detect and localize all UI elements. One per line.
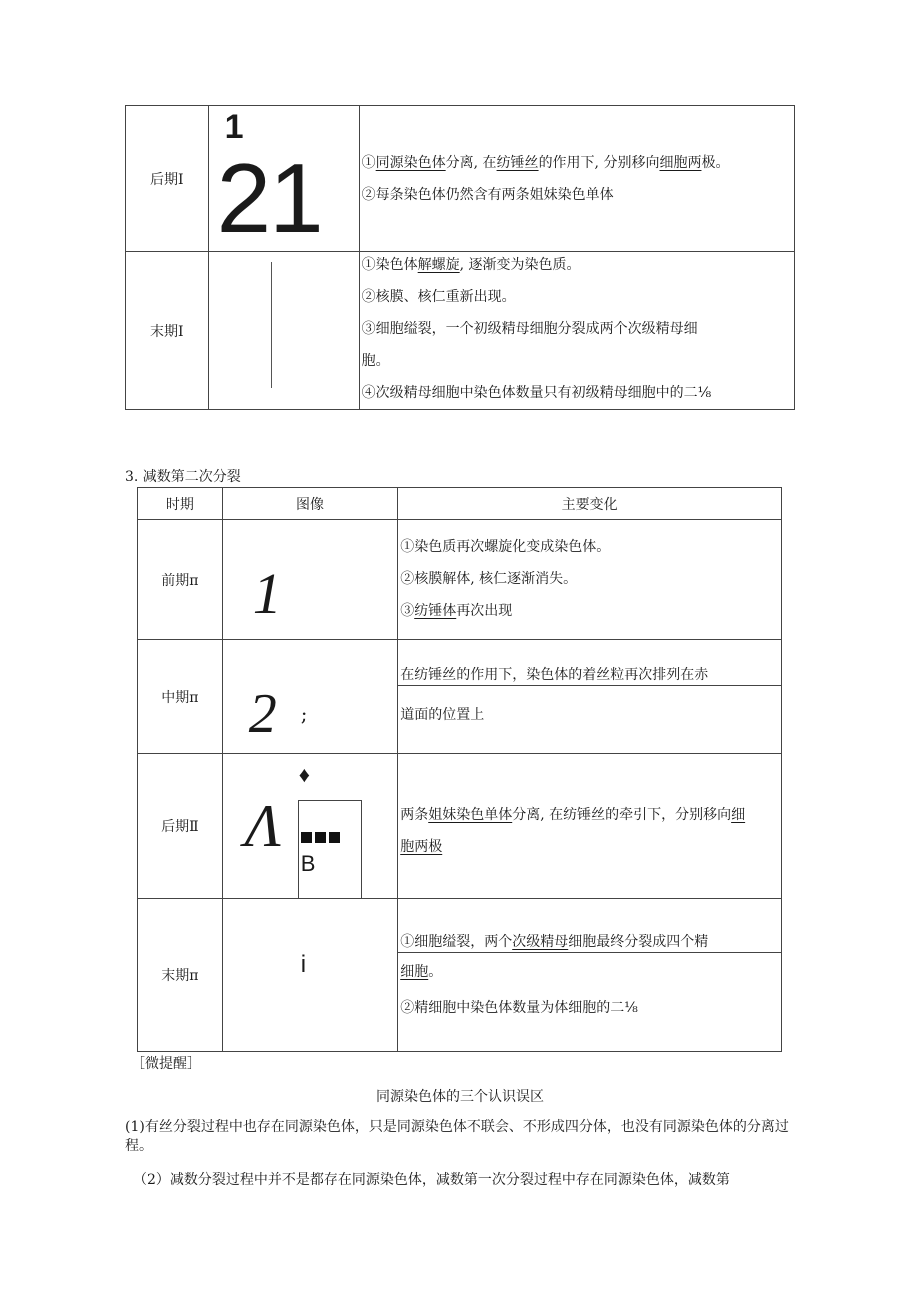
tip-label: ［微提醒］ xyxy=(131,1056,201,1072)
figure-box xyxy=(298,800,362,898)
phase-label: 中期π xyxy=(138,640,223,754)
changes-cell xyxy=(398,754,782,899)
header-changes: 主要变化 xyxy=(398,488,782,520)
change-line: ④次级精母细胞中染色体数量只有初级精母细胞中的二⅛ xyxy=(361,385,712,401)
header-phase: 时期 xyxy=(138,488,223,520)
change-line: ③细胞缢裂，一个初级精母细胞分裂成两个次级精母细 xyxy=(361,321,698,337)
changes-cell xyxy=(359,106,794,252)
phase-label: 末期Ⅰ xyxy=(126,252,209,410)
row-divider xyxy=(398,952,781,953)
chromosome-line xyxy=(271,262,272,388)
figure-lambda: Λ xyxy=(244,793,282,859)
change-line: ②核膜解体, 核仁逐渐消失。 xyxy=(400,571,578,587)
phase-label: 后期Ⅱ xyxy=(138,754,223,899)
figure-cell xyxy=(208,106,359,252)
figure-cell xyxy=(222,754,397,899)
change-line: 细胞。 xyxy=(400,964,443,980)
change-line: ②核膜、核仁重新出现。 xyxy=(361,289,516,305)
figure-letter: i xyxy=(300,951,307,978)
change-line: 胞。 xyxy=(361,353,390,369)
phase-label: 前期π xyxy=(138,520,223,640)
change-line: ①染色体解螺旋, 逐渐变为染色质。 xyxy=(361,257,581,273)
figure-letter: B xyxy=(300,851,316,876)
row-divider xyxy=(398,685,781,686)
figure-cell xyxy=(222,899,397,1052)
section-title: 3. 减数第二次分裂 xyxy=(125,469,241,485)
meiosis-2-table xyxy=(137,487,782,1052)
figure-number: 2 xyxy=(248,683,277,745)
change-line: ①同源染色体分离, 在纺锤丝的作用下, 分别移向细胞两极。 xyxy=(361,155,730,171)
figure-cell xyxy=(222,640,397,754)
change-line: 两条姐妹染色单体分离, 在纺锤丝的牵引下，分别移向细 xyxy=(400,807,746,823)
changes-cell xyxy=(359,252,794,410)
figure-number: 1 xyxy=(252,561,282,626)
change-line: 胞两极 xyxy=(400,839,443,855)
paragraph-1: (1)有丝分裂过程中也存在同源染色体，只是同源染色体不联会、不形成四分体，也没有同源染色体的分离过程。 xyxy=(125,1119,789,1154)
figure-mark: ; xyxy=(300,702,308,726)
tip-title: 同源染色体的三个认识误区 xyxy=(376,1089,544,1105)
figure-cell xyxy=(208,252,359,410)
changes-cell xyxy=(398,520,782,640)
diamond-icon: ♦ xyxy=(298,762,310,787)
paragraph-2: （2）减数分裂过程中并不是都存在同源染色体，减数第一次分裂过程中存在同源染色体，减数第 xyxy=(133,1172,730,1188)
phase-label: 末期π xyxy=(138,899,223,1052)
change-line: ①细胞缢裂，两个次级精母细胞最终分裂成四个精 xyxy=(400,934,709,950)
figure-small-number: 1 xyxy=(224,108,244,146)
change-line: ①染色质再次螺旋化变成染色体。 xyxy=(400,539,611,555)
phase-label: 后期Ⅰ xyxy=(126,106,209,252)
change-line: 在纺锤丝的作用下，染色体的着丝粒再次排列在赤 xyxy=(400,667,709,683)
change-line: ③纺锤体再次出现 xyxy=(400,603,513,619)
change-line: 道面的位置上 xyxy=(400,707,485,723)
change-line: ②精细胞中染色体数量为体细胞的二⅛ xyxy=(400,1000,638,1016)
figure-large-number: 21 xyxy=(216,143,322,253)
changes-cell xyxy=(398,640,782,754)
header-figure: 图像 xyxy=(222,488,397,520)
changes-cell xyxy=(398,899,782,1052)
meiosis-1-table xyxy=(125,105,795,410)
block-icons xyxy=(301,831,343,847)
change-line: ②每条染色体仍然含有两条姐妹染色单体 xyxy=(361,187,614,203)
figure-cell xyxy=(222,520,397,640)
